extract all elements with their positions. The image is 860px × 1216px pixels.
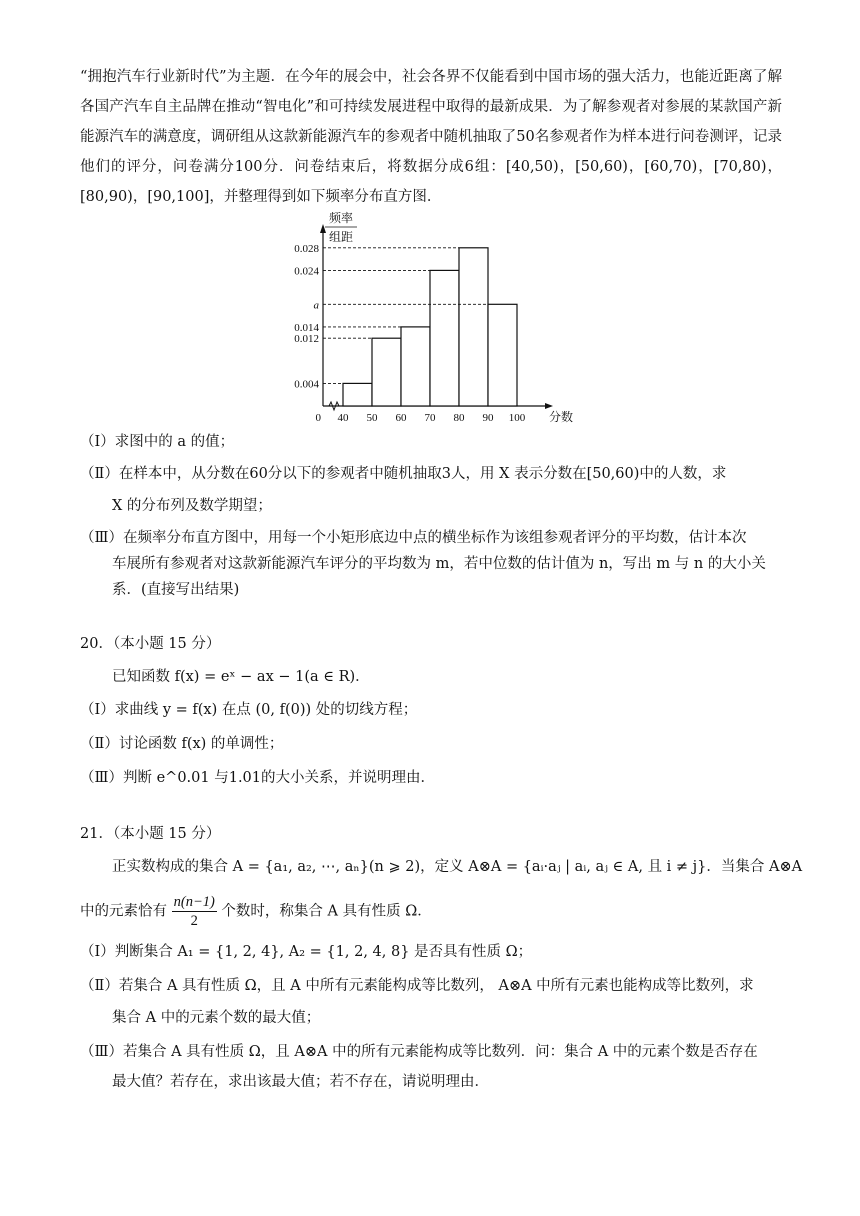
x-tick-label: 60 <box>395 412 407 423</box>
q19-part-3-line1: （Ⅲ）在频率分布直方图中，用每一个小矩形底边中点的横坐标作为该组参观者评分的平均数，估计本次 <box>80 530 747 546</box>
q21-given-line1: 正实数构成的集合 A = {a₁, a₂, ⋯, aₙ}(n ⩾ 2)，定义 A⊗A = {aᵢ·aⱼ | aᵢ, aⱼ ∈ A, 且 i ≠ j}．当集合 A⊗A <box>112 859 803 875</box>
x-axis-arrow <box>545 403 553 409</box>
histogram-bar <box>459 248 488 406</box>
y-tick-label: 0.028 <box>294 242 319 255</box>
q21-heading: 21．（本小题 15 分） <box>80 826 221 842</box>
y-tick-label: a <box>313 299 319 312</box>
fraction-numerator: n(n−1) <box>173 894 215 910</box>
q20-given: 已知函数 f(x) = eˣ − ax − 1(a ∈ R)． <box>112 669 370 685</box>
x-tick-label: 80 <box>453 412 465 423</box>
y-axis-label-bottom: 组距 <box>328 230 354 244</box>
q19-part-2-line2: X 的分布列及数学期望； <box>112 498 272 514</box>
histogram-bar <box>372 338 401 406</box>
y-tick-label: 0.014 <box>294 321 319 334</box>
q21-part-2-line2: 集合 A 中的元素个数的最大值； <box>112 1010 321 1026</box>
q21-part-3-line1: （Ⅲ）若集合 A 具有性质 Ω，且 A⊗A 中的所有元素能构成等比数列．问：集合 A 中的元素个数是否存在 <box>80 1044 758 1060</box>
histogram-bar <box>401 327 430 406</box>
q21-given2-post: 个数时，称集合 A 具有性质 Ω． <box>221 903 432 920</box>
q20-part-1: （Ⅰ）求曲线 y = f(x) 在点 (0, f(0)) 处的切线方程； <box>80 702 418 718</box>
frequency-histogram <box>285 208 585 423</box>
x-tick-label: 90 <box>482 412 494 423</box>
histogram-bar <box>343 383 372 406</box>
q19-part-3-line3: 系．(直接写出结果) <box>112 582 240 598</box>
q20-part-3: （Ⅲ）判断 e^0.01 与1.01的大小关系，并说明理由． <box>80 770 436 786</box>
x-tick-label: 70 <box>424 412 436 423</box>
origin-label: 0 <box>315 412 321 423</box>
q19-part-3-line2: 车展所有参观者对这款新能源汽车评分的平均数为 m，若中位数的估计值为 n，写出 m 与 n 的大小关 <box>112 556 766 572</box>
y-tick-label: 0.024 <box>294 265 319 278</box>
q20-heading: 20．（本小题 15 分） <box>80 636 221 652</box>
histogram-bar <box>488 304 517 406</box>
q19-part-2-line1: （Ⅱ）在样本中，从分数在60分以下的参观者中随机抽取3人，用 X 表示分数在[50,60)中的人数，求 <box>80 466 727 482</box>
y-axis-arrow <box>320 224 326 233</box>
intro-paragraph: “拥抱汽车行业新时代”为主题．在今年的展会中，社会各界不仅能看到中国市场的强大活力，也能近距离了解各国产汽车自主品牌在推动“智电化”和可持续发展进程中取得的最新成果．为了解参观者对参展的某款国产新能源汽车的满意度，调研组从这款新能源汽车的参观者中随机抽取了50名参观者作为样本进行问卷测评，记录他们的评分，问卷满分100分．问卷结束后，将数据分成6组：[40,50)，[50,60)，[60,70)，[70,80)，[80,90)，[90,100]，并整理得到如下频率分布直方图． <box>80 69 782 205</box>
y-tick-label: 0.012 <box>294 333 319 346</box>
q19-part-1: （Ⅰ）求图中的 a 的值； <box>80 434 235 450</box>
q21-given2-pre: 中的元素恰有 <box>80 903 167 920</box>
histogram-bar <box>430 270 459 406</box>
q21-part-2-line1: （Ⅱ）若集合 A 具有性质 Ω，且 A 中所有元素能构成等比数列， A⊗A 中所有元素也能构成等比数列，求 <box>80 978 754 994</box>
q20-part-2: （Ⅱ）讨论函数 f(x) 的单调性； <box>80 736 284 752</box>
x-tick-label: 40 <box>337 412 349 423</box>
fraction <box>172 893 217 930</box>
fraction-denominator: 2 <box>190 913 198 929</box>
x-tick-label: 100 <box>508 412 526 423</box>
y-axis-label-top: 频率 <box>328 211 354 225</box>
y-tick-label: 0.004 <box>294 378 319 391</box>
q21-part-1: （Ⅰ）判断集合 A₁ = {1, 2, 4}, A₂ = {1, 2, 4, 8} 是否具有性质 Ω； <box>80 944 533 960</box>
q21-part-3-line2: 最大值？若存在，求出该最大值；若不存在，请说明理由． <box>112 1074 489 1090</box>
x-axis-label: 分数 <box>548 410 574 423</box>
q21-given-line2 <box>80 893 432 930</box>
x-tick-label: 50 <box>366 412 378 423</box>
